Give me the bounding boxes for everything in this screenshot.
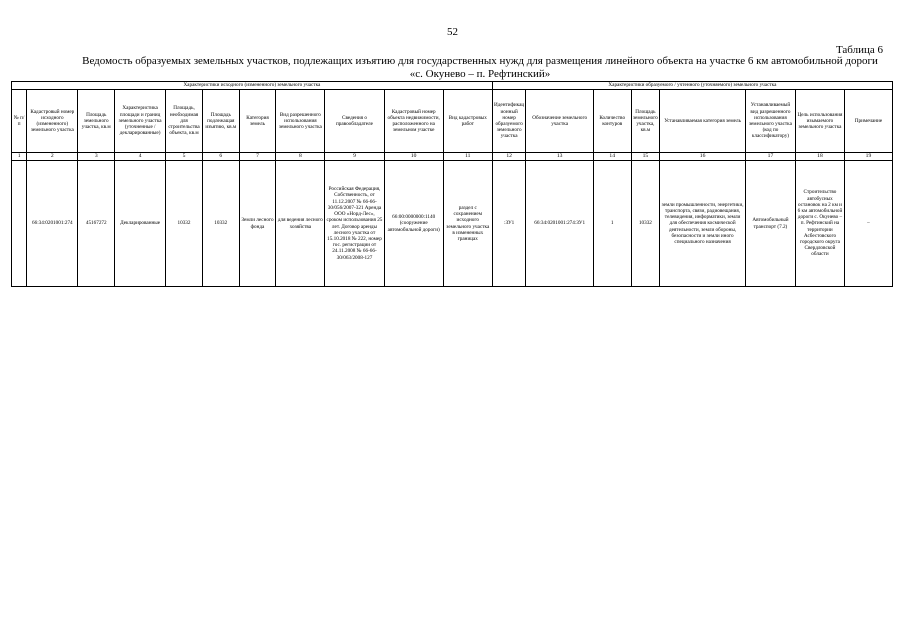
- column-header: № п/п: [12, 90, 27, 153]
- column-header: Вид разрешенного использования земельного участка: [276, 90, 325, 153]
- column-number: 4: [115, 153, 166, 161]
- column-header-row: [12, 90, 893, 153]
- column-number: 5: [166, 153, 203, 161]
- cell-source-area: 45167272: [78, 161, 115, 287]
- column-header: Характеристика площади и границ земельного участка (уточненные / декларированные): [115, 90, 166, 153]
- column-number: 8: [276, 153, 325, 161]
- group-header-row: [12, 82, 893, 90]
- cell-plot-designation: 66:34:0201001:274:ЗУ1: [526, 161, 593, 287]
- column-number: 2: [27, 153, 78, 161]
- column-number-row: [12, 153, 893, 161]
- cell-purpose: Строительство автобусных остановок на 2 км и 6 км автомобильной дороги с. Окунево – п. Рефтинский на территории Асбестовского городского округа Свердловской области: [795, 161, 844, 287]
- column-number: 10: [384, 153, 443, 161]
- column-number: 6: [202, 153, 239, 161]
- title-line-1: Ведомость образуемых земельных участков, подлежащих изъятию для государственных нужд для размещения линейного объекта на участке 6 км автомобильной дороги: [82, 55, 878, 67]
- column-header: Вид кадастровых работ: [443, 90, 492, 153]
- column-header: Площадь, необходимая для строительства объекта, кв.м: [166, 90, 203, 153]
- cell-formed-area: 10332: [631, 161, 660, 287]
- column-header: Сведения о правообладателе: [325, 90, 384, 153]
- column-number: 11: [443, 153, 492, 161]
- column-header: Примечание: [844, 90, 892, 153]
- column-header: Устанавливаемая категория земель: [660, 90, 746, 153]
- column-header: Категория земель: [239, 90, 276, 153]
- group-header-source: Характеристики исходного (измененного) земельного участка: [12, 82, 493, 90]
- title-line-2: «с. Окунево – п. Рефтинский»: [409, 68, 551, 80]
- table-label: Таблица 6: [835, 44, 883, 56]
- column-number: 16: [660, 153, 746, 161]
- column-number: 13: [526, 153, 593, 161]
- column-number: 3: [78, 153, 115, 161]
- cell-new-category: земли промышленности, энергетики, транспорта, связи, радиовещания, телевидения, информатики, земли для обеспечения космической деятельности, земли обороны, безопасности и земли иного специального назначения: [660, 161, 746, 287]
- cell-contour-count: 1: [593, 161, 631, 287]
- column-number: 1: [12, 153, 27, 161]
- column-header: Кадастровый номер исходного (измененного) земельного участка: [27, 90, 78, 153]
- cell-source-cadastral-number: 66:34:0201001:274: [27, 161, 78, 287]
- group-header-formed: Характеристики образуемого / учтенного (уточняемого) земельного участка: [492, 82, 892, 90]
- cell-boundary-type: Декларированные: [115, 161, 166, 287]
- cell-seizure-area: 10332: [202, 161, 239, 287]
- column-number: 19: [844, 153, 892, 161]
- column-header: Обозначение земельного участка: [526, 90, 593, 153]
- column-header: Устанавливаемый вид разрешенного использования земельного участка (код по классификатору): [745, 90, 795, 153]
- column-number: 7: [239, 153, 276, 161]
- cell-plot-id: :ЗУ1: [492, 161, 526, 287]
- column-header: Идентификационный номер образуемого земельного участка: [492, 90, 526, 153]
- cell-row-number: [12, 161, 27, 287]
- column-number: 15: [631, 153, 660, 161]
- cell-property-object: 66:00:0000000:1140 (сооружение автомобильной дороги): [384, 161, 443, 287]
- cell-cadastral-works: раздел с сохранением исходного земельного участка в измененных границах: [443, 161, 492, 287]
- cell-permitted-use: для ведения лесного хозяйства: [276, 161, 325, 287]
- document-title: [70, 55, 890, 81]
- column-number: 17: [745, 153, 795, 161]
- column-number: 14: [593, 153, 631, 161]
- column-header: Цель использования изымаемого земельного участка: [795, 90, 844, 153]
- column-header: Площадь земельного участка, кв.м: [78, 90, 115, 153]
- land-plots-table: [11, 81, 893, 287]
- cell-rights-holder: Российская Федерация, Собственность, от 11.12.2007 № 66-66-30/056/2007-321 Аренда ООО «Норд-Лес», сроком использования 25 лет. Договор аренды лесного участка от 15.10.2018 № 222, номер гос. регистрации от 24.11.2008 № 66-66-30/063/2008-127: [325, 161, 384, 287]
- cell-new-permitted-use: Автомобильный транспорт (7.2): [745, 161, 795, 287]
- column-header: Площадь подлежащая изъятию, кв.м: [202, 90, 239, 153]
- cell-construction-area: 10332: [166, 161, 203, 287]
- column-number: 9: [325, 153, 384, 161]
- column-header: Площадь земельного участка, кв.м: [631, 90, 660, 153]
- table-row: [12, 161, 893, 287]
- column-header: Кадастровый номер объекта недвижимости, расположенного на земельном участке: [384, 90, 443, 153]
- cell-land-category: Земли лесного фонда: [239, 161, 276, 287]
- cell-note: –: [844, 161, 892, 287]
- page-number: 52: [447, 26, 458, 38]
- column-header: Количество контуров: [593, 90, 631, 153]
- column-number: 18: [795, 153, 844, 161]
- column-number: 12: [492, 153, 526, 161]
